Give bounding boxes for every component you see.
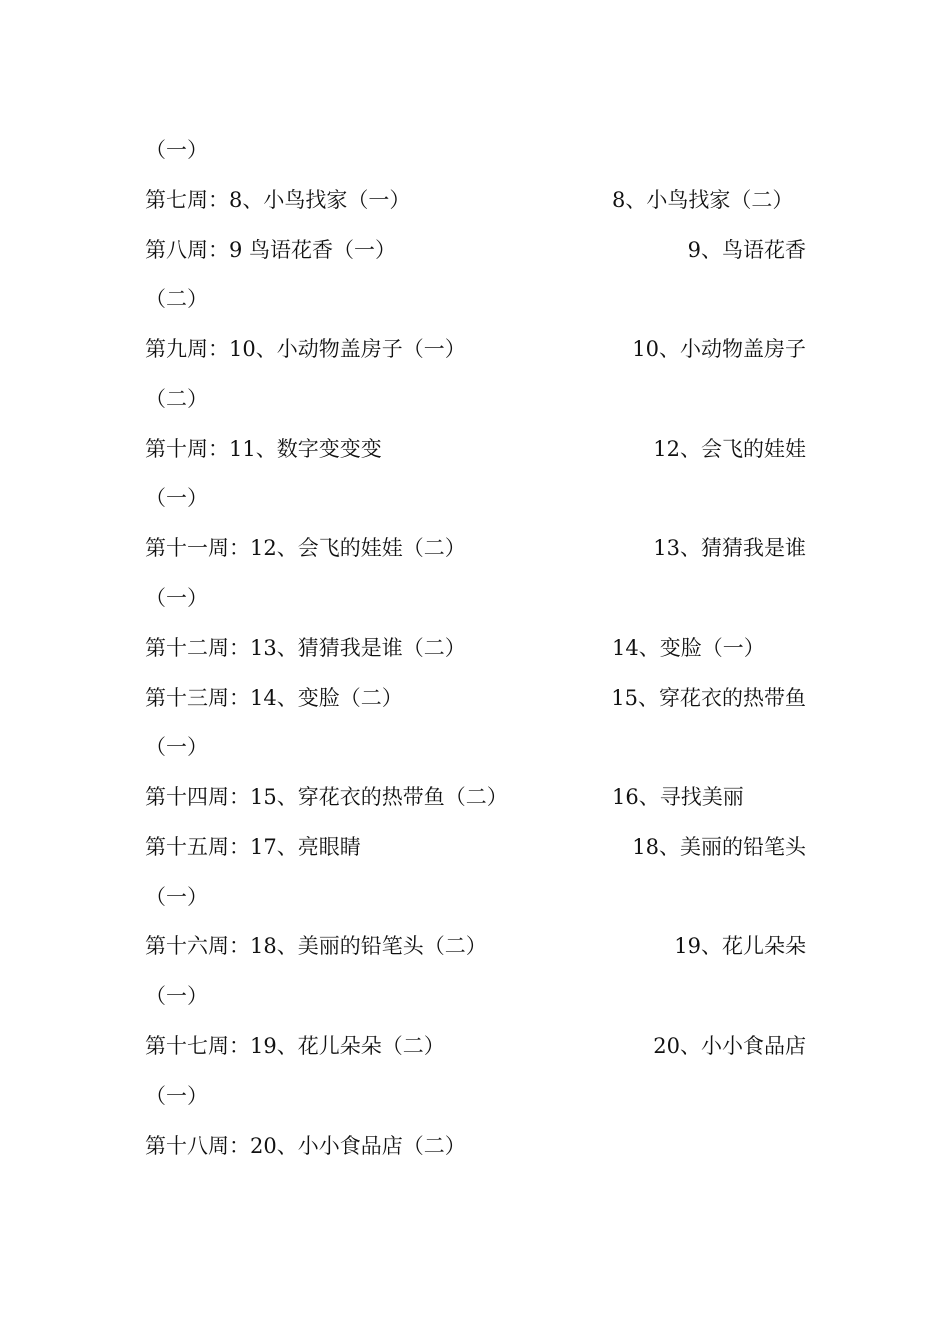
continuation-line bbox=[0, 980, 950, 1012]
week-12-lesson-2: 14、变脸（一） bbox=[612, 636, 765, 660]
week-10-lesson-2: 12、会飞的娃娃 bbox=[653, 437, 806, 461]
continuation-line bbox=[0, 283, 950, 315]
week-16-lesson-2: 19、花儿朵朵 bbox=[674, 934, 806, 958]
week-11-lesson-1: 第十一周：12、会飞的娃娃（二） bbox=[145, 536, 466, 560]
week-8-lesson-2: 9、鸟语花香 bbox=[687, 238, 806, 262]
week-14-lesson-1: 第十四周：15、穿花衣的热带鱼（二） bbox=[145, 785, 508, 809]
continuation-text: （一） bbox=[145, 1084, 208, 1108]
schedule-line-week-14 bbox=[0, 781, 950, 813]
week-9-lesson-2: 10、小动物盖房子 bbox=[632, 337, 806, 361]
continuation-line bbox=[0, 482, 950, 514]
continuation-text: （二） bbox=[145, 387, 208, 411]
continuation-text: （一） bbox=[145, 984, 208, 1008]
week-9-lesson-1: 第九周：10、小动物盖房子（一） bbox=[145, 337, 466, 361]
continuation-text: （一） bbox=[145, 586, 208, 610]
schedule-line-week-10 bbox=[0, 433, 950, 465]
week-17-lesson-1: 第十七周：19、花儿朵朵（二） bbox=[145, 1034, 445, 1058]
week-15-lesson-1: 第十五周：17、亮眼睛 bbox=[145, 835, 361, 859]
schedule-line-week-15 bbox=[0, 831, 950, 863]
continuation-line bbox=[0, 134, 950, 166]
week-7-lesson-2: 8、小鸟找家（二） bbox=[612, 188, 794, 212]
continuation-text: （一） bbox=[145, 486, 208, 510]
week-14-lesson-2: 16、寻找美丽 bbox=[612, 785, 744, 809]
schedule-line-week-9 bbox=[0, 333, 950, 365]
week-16-lesson-1: 第十六周：18、美丽的铅笔头（二） bbox=[145, 934, 487, 958]
week-7-lesson-1: 第七周：8、小鸟找家（一） bbox=[145, 188, 411, 212]
continuation-line bbox=[0, 1080, 950, 1112]
week-17-lesson-2: 20、小小食品店 bbox=[653, 1034, 806, 1058]
continuation-line bbox=[0, 731, 950, 763]
schedule-line-week-8 bbox=[0, 234, 950, 266]
continuation-text: （一） bbox=[145, 735, 208, 759]
schedule-line-week-11 bbox=[0, 532, 950, 564]
schedule-line-week-12 bbox=[0, 632, 950, 664]
continuation-line bbox=[0, 582, 950, 614]
week-10-lesson-1: 第十周：11、数字变变变 bbox=[145, 437, 382, 461]
schedule-line-week-7 bbox=[0, 184, 950, 216]
schedule-line-week-17 bbox=[0, 1030, 950, 1062]
schedule-line-week-13 bbox=[0, 682, 950, 714]
continuation-line bbox=[0, 383, 950, 415]
week-12-lesson-1: 第十二周：13、猜猜我是谁（二） bbox=[145, 636, 466, 660]
continuation-text: （一） bbox=[145, 138, 208, 162]
week-15-lesson-2: 18、美丽的铅笔头 bbox=[632, 835, 806, 859]
continuation-line bbox=[0, 881, 950, 913]
week-11-lesson-2: 13、猜猜我是谁 bbox=[653, 536, 806, 560]
week-13-lesson-1: 第十三周：14、变脸（二） bbox=[145, 686, 403, 710]
week-8-lesson-1: 第八周：9 鸟语花香（一） bbox=[145, 238, 397, 262]
schedule-line-week-16 bbox=[0, 930, 950, 962]
schedule-line-week-18 bbox=[0, 1130, 950, 1162]
continuation-text: （一） bbox=[145, 885, 208, 909]
continuation-text: （二） bbox=[145, 287, 208, 311]
week-13-lesson-2: 15、穿花衣的热带鱼 bbox=[611, 686, 806, 710]
week-18-lesson-1: 第十八周：20、小小食品店（二） bbox=[145, 1134, 466, 1158]
